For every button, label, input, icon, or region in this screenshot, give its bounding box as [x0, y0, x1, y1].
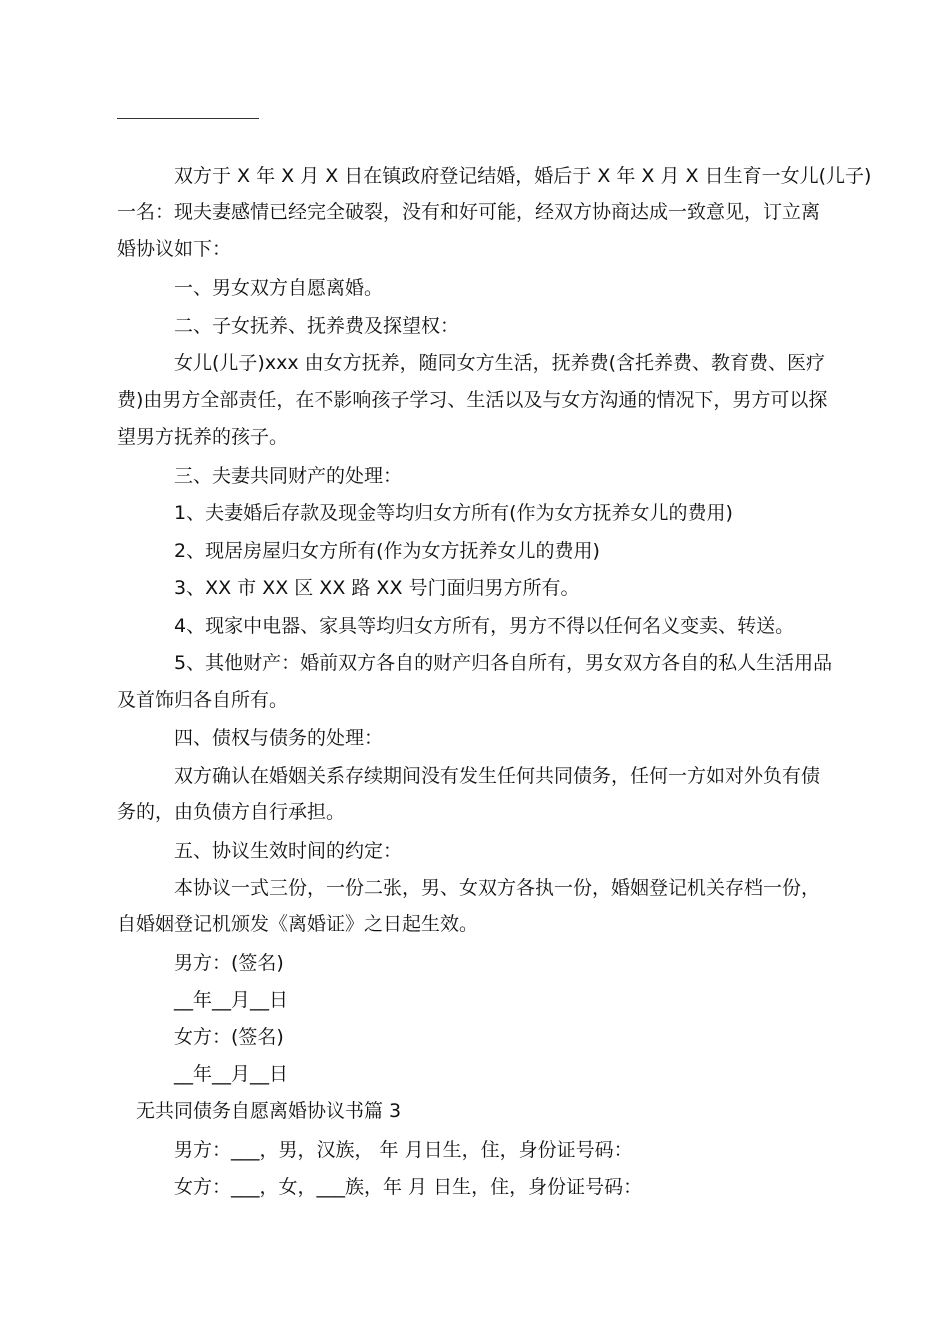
debt-line-1: 双方确认在婚姻关系存续期间没有发生任何共同债务，任何一方如对外负有债	[174, 765, 821, 787]
intro-line-1: 双方于 X 年 X 月 X 日在镇政府登记结婚，婚后于 X 年 X 月 X 日生育一女儿(儿子)	[174, 165, 872, 187]
male-signature: 男方：(签名)	[174, 952, 284, 974]
property-item-3: 3、XX 市 XX 区 XX 路 XX 号门面归男方所有。	[174, 577, 580, 599]
property-item-1: 1、夫妻婚后存款及现金等均归女方所有(作为女方抚养女儿的费用)	[174, 502, 733, 524]
male-party-info: 男方：___，男，汉族， 年 月日生，住，身份证号码：	[174, 1139, 633, 1161]
property-item-2: 2、现居房屋归女方所有(作为女方抚养女儿的费用)	[174, 540, 600, 562]
section-3-heading: 三、夫妻共同财产的处理：	[174, 465, 403, 487]
effective-line-2: 自婚姻登记机颁发《离婚证》之日起生效。	[117, 913, 479, 935]
property-item-4: 4、现家中电器、家具等均归女方所有，男方不得以任何名义变卖、转送。	[174, 615, 795, 637]
intro-line-2: 一名：现夫妻感情已经完全破裂，没有和好可能，经双方协商达成一致意见，订立离	[117, 201, 821, 223]
custody-line-2: 费)由男方全部责任，在不影响孩子学习、生活以及与女方沟通的情况下，男方可以探	[117, 389, 828, 411]
section-1-heading: 一、男女双方自愿离婚。	[174, 277, 384, 299]
female-signature: 女方：(签名)	[174, 1026, 284, 1048]
section-4-heading: 四、债权与债务的处理：	[174, 727, 384, 749]
male-signature-date: __年__月__日	[174, 989, 289, 1011]
female-signature-date: __年__月__日	[174, 1063, 289, 1085]
intro-line-3: 婚协议如下：	[117, 238, 232, 260]
property-item-5-line-1: 5、其他财产：婚前双方各自的财产归各自所有，男女双方各自的私人生活用品	[174, 652, 833, 674]
section-5-heading: 五、协议生效时间的约定：	[174, 840, 403, 862]
top-divider	[117, 118, 259, 119]
section-2-heading: 二、子女抚养、抚养费及探望权：	[174, 315, 460, 337]
custody-line-1: 女儿(儿子)xxx 由女方抚养，随同女方生活，抚养费(含托养费、教育费、医疗	[174, 352, 826, 374]
property-item-5-line-2: 及首饰归各自所有。	[117, 689, 289, 711]
effective-line-1: 本协议一式三份，一份二张，男、女双方各执一份，婚姻登记机关存档一份，	[174, 877, 821, 899]
female-party-info: 女方：___，女，___族，年 月 日生，住，身份证号码：	[174, 1176, 643, 1198]
article-title: 无共同债务自愿离婚协议书篇 3	[136, 1100, 402, 1122]
custody-line-3: 望男方抚养的孩子。	[117, 426, 289, 448]
debt-line-2: 务的，由负债方自行承担。	[117, 801, 346, 823]
